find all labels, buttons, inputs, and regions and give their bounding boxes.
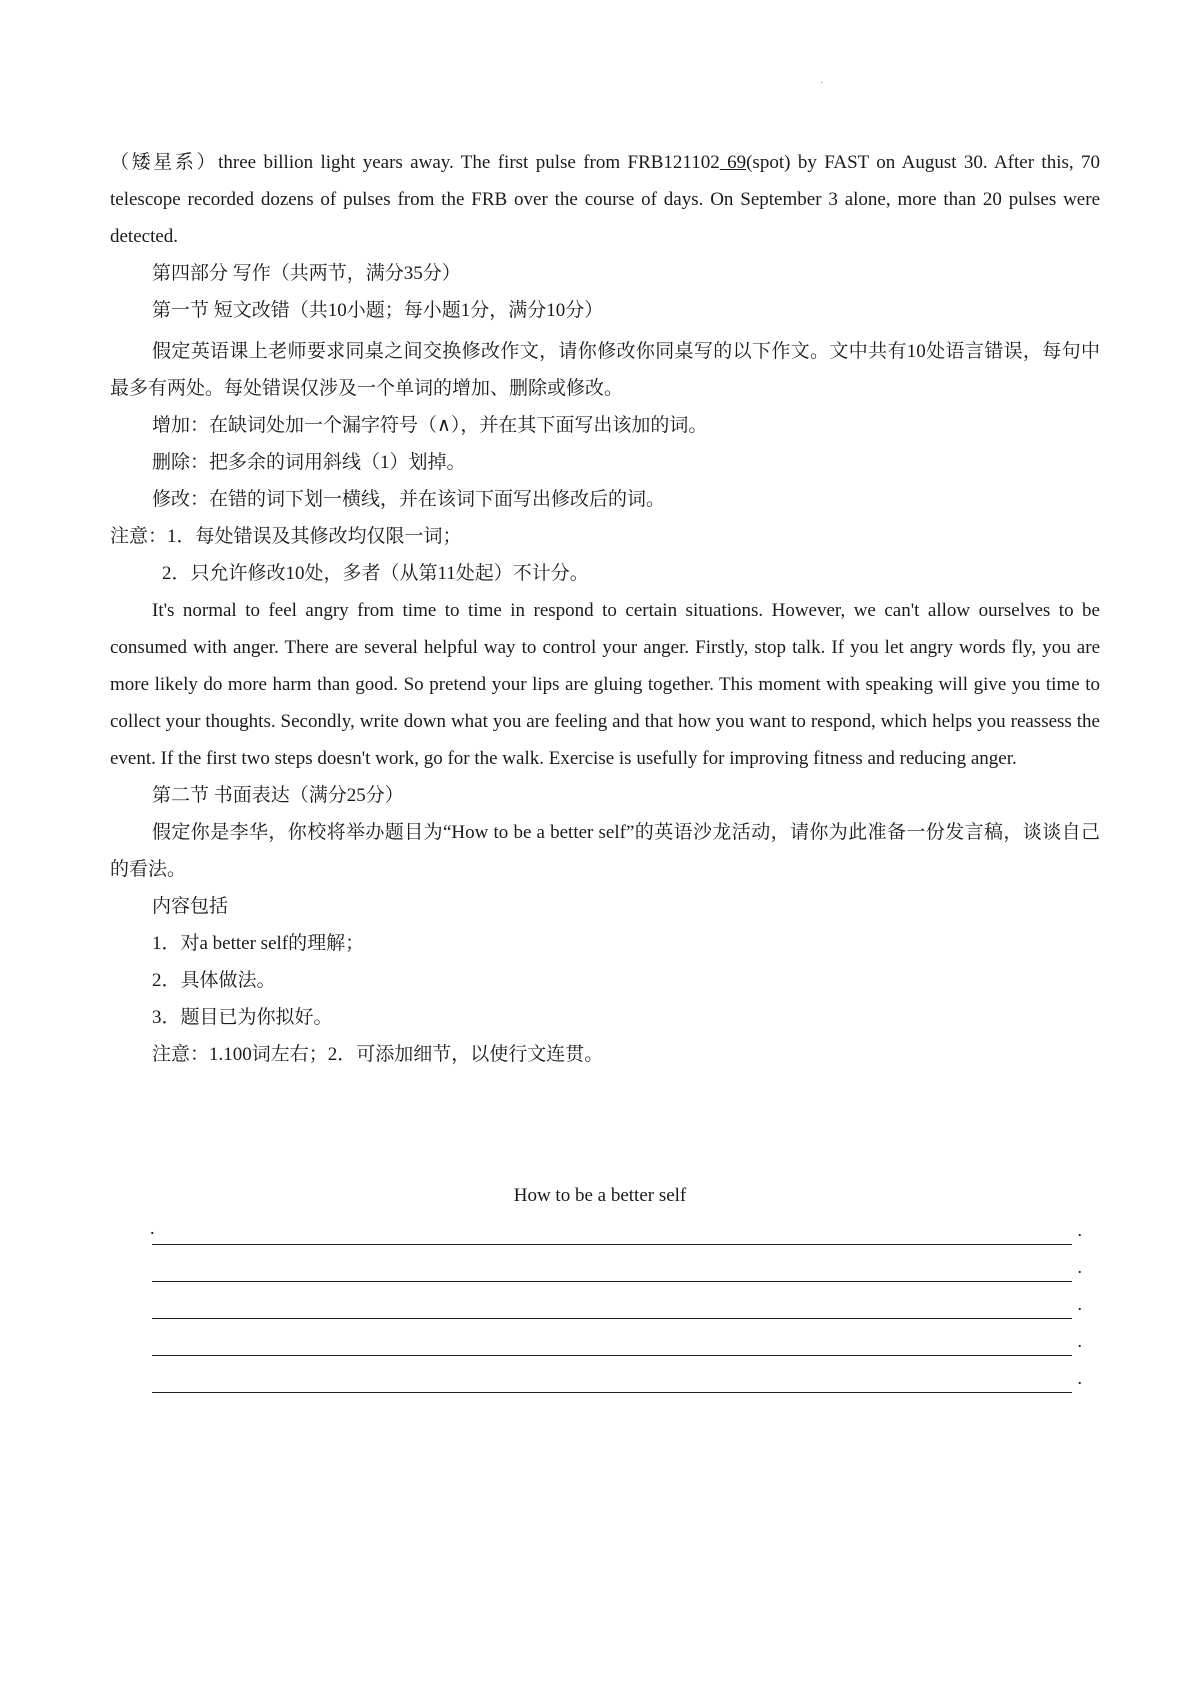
section1-instruction: 假定英语课上老师要求同桌之间交换修改作文，请你修改你同桌写的以下作文。文中共有10处语言错误，每句中最多有两处。每处错误仅涉及一个单词的增加、删除或修改。 (110, 341, 1100, 399)
answer-line[interactable] (152, 1325, 1082, 1356)
line-lead-mark: . (150, 1218, 155, 1238)
writing-note: 注意：1.100词左右；2．可添加细节，以使行文连贯。 (152, 1044, 604, 1065)
line-end-mark: . (1077, 1368, 1082, 1388)
instruction-add: 增加：在缺词处加一个漏字符号（∧），并在其下面写出该加的词。 (152, 415, 708, 436)
answer-line[interactable] (152, 1288, 1082, 1319)
answer-line[interactable] (152, 1251, 1082, 1282)
writing-section (110, 255, 1100, 1073)
line-end-mark: . (1077, 1294, 1082, 1314)
content-item-2: 2．具体做法。 (152, 970, 276, 991)
note-1: 注意：1．每处错误及其修改均仅限一词； (110, 526, 462, 547)
content-label: 内容包括 (152, 896, 229, 917)
passage-paragraph (110, 144, 1100, 255)
section2-heading: 第二节 书面表达（满分25分） (152, 785, 404, 806)
answer-line[interactable] (150, 1214, 1082, 1245)
content-item-3: 3．题目已为你拟好。 (152, 1007, 333, 1028)
blank-69: 69 (719, 152, 747, 173)
instruction-modify: 修改：在错的词下划一横线，并在该词下面写出修改后的词。 (152, 489, 666, 510)
essay-title: How to be a better self (513, 1185, 687, 1206)
passage-text-1: （矮星系）three billion light years away. The first pulse from FRB121102 (110, 152, 720, 173)
part4-heading: 第四部分 写作（共两节，满分35分） (152, 263, 461, 284)
line-end-mark: . (1077, 1331, 1082, 1351)
top-mark: · (820, 78, 824, 89)
reading-passage-end (110, 144, 1100, 255)
content-item-1: 1．对a better self的理解； (152, 933, 365, 954)
instruction-delete: 删除：把多余的词用斜线（1）划掉。 (152, 452, 466, 473)
answer-line[interactable] (152, 1362, 1082, 1393)
line-end-mark: . (1077, 1220, 1082, 1240)
section1-heading: 第一节 短文改错（共10小题；每小题1分，满分10分） (152, 300, 604, 321)
passage-text-2: (spot) by FAST on August 30. After this, 70 telescope recorded dozens of pulses from the FRB over the course of days. On September 3 alone, more than 20 pulses were detected. (110, 152, 1101, 247)
line-end-mark: . (1077, 1257, 1082, 1277)
section2-prompt: 假定你是李华，你校将举办题目为“How to be a better self”的英语沙龙活动，请你为此准备一份发言稿，谈谈自己的看法。 (110, 822, 1100, 880)
note-2: 2．只允许修改10处，多者（从第11处起）不计分。 (162, 563, 589, 584)
error-correction-essay: It's normal to feel angry from time to time in respond to certain situations. However, we can't allow ourselves to be consumed with anger. There are several helpful way to control your anger. Firstly, stop talk. If you let angry words fly, you are more likely do more harm than good. So pretend your lips are gluing together. This moment with speaking will give you time to collect your thoughts. Secondly, write down what you are feeling and that how you want to respond, which helps you reassess the event. If the first two steps doesn't work, go for the walk. Exercise is usefully for improving fitness and reducing anger. (110, 600, 1100, 769)
